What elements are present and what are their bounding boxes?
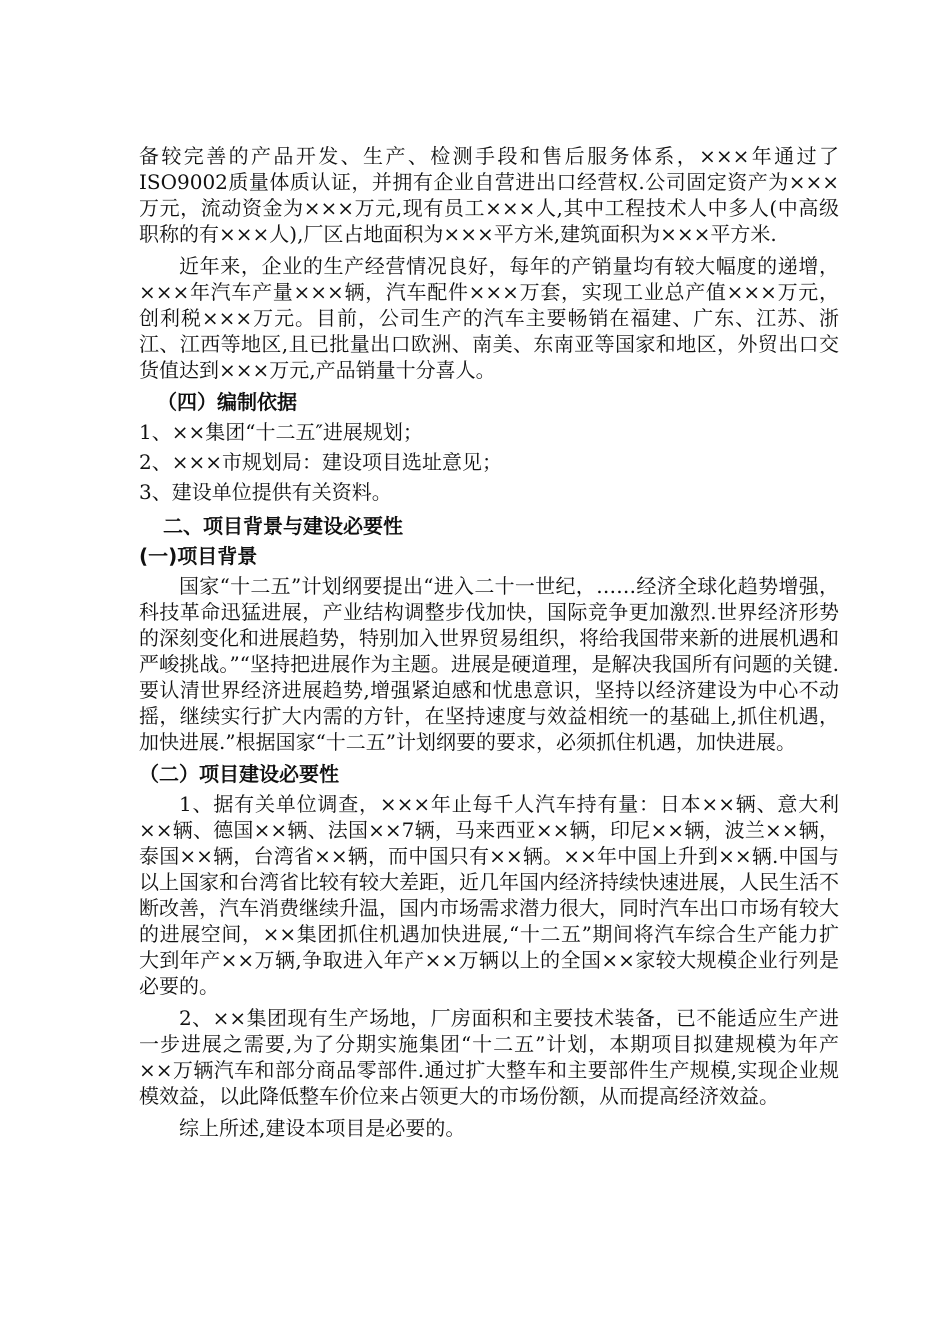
necessity-heading: （二）项目建设必要性 <box>139 762 339 786</box>
chapter-2-heading: 二、项目背景与建设必要性 <box>163 514 403 538</box>
necessity-paragraph-1: 1、据有关单位调查，×××年止每千人汽车持有量：日本××辆、意大利××辆、德国××辆、法国××7辆，马来西亚××辆，印尼××辆，波兰××辆，泰国××辆，台湾省××辆，而中国只有××辆。××年中国上升到××辆.中国与以上国家和台湾省比较有较大差距，近几年国内经济持续快速进展，人民生活不断改善，汽车消费继续升温，国内市场需求潜力很大，同时汽车出口市场有较大的进展空间，××集团抓住机遇加快进展,“十二五”期间将汽车综合生产能力扩大到年产××万辆,争取进入年产××万辆以上的全国××家较大规模企业行列是必要的。 <box>139 792 839 998</box>
necessity-paragraph-2: 2、××集团现有生产场地，厂房面积和主要技术装备，已不能适应生产进一步进展之需要,为了分期实施集团“十二五”计划，本期项目拟建规模为年产××万辆汽车和部分商品零部件.通过扩大整车和主要部件生产规模,实现企业规模效益，以此降低整车价位来占领更大的市场份额，从而提高经济效益。 <box>139 1006 839 1108</box>
operations-paragraph: 近年来，企业的生产经营情况良好，每年的产销量均有较大幅度的递增，×××年汽车产量×××辆，汽车配件×××万套，实现工业总产值×××万元，创利税×××万元。目前，公司生产的汽车主要畅销在福建、广东、江苏、浙江、江西等地区,且已批量出口欧洲、南美、东南亚等国家和地区，外贸出口交货值达到×××万元,产品销量十分喜人。 <box>139 254 839 382</box>
basis-item-2: 2、×××市规划局：建设项目选址意见； <box>139 450 502 474</box>
basis-list <box>139 419 839 505</box>
section-4-heading: （四）编制依据 <box>157 390 297 414</box>
basis-item-1: 1、××集团“十二五″进展规划； <box>139 420 423 444</box>
document-page <box>139 143 839 1147</box>
basis-item-3: 3、建设单位提供有关资料。 <box>139 480 392 504</box>
background-paragraph: 国家“十二五”计划纲要提出“进入二十一世纪，……经济全球化趋势增强，科技革命迅猛进展，产业结构调整步伐加快，国际竞争更加激烈.世界经济形势的深刻变化和进展趋势，特别加入世界贸易组织，将给我国带来新的进展机遇和严峻挑战。”“坚持把进展作为主题。进展是硬道理，是解决我国所有问题的关键.要认清世界经济进展趋势,增强紧迫感和忧患意识，坚持以经济建设为中心不动摇，继续实行扩大内需的方针，在坚持速度与效益相统一的基础上,抓住机遇，加快进展.”根据国家“十二五”计划纲要的要求，必须抓住机遇，加快进展。 <box>139 574 839 754</box>
company-overview-paragraph: 备较完善的产品开发、生产、检测手段和售后服务体系，×××年通过了ISO9002质量体质认证，并拥有企业自营进出口经营权.公司固定资产为×××万元，流动资金为×××万元,现有员工×××人,其中工程技术人中多人(中高级职称的有×××人),厂区占地面积为×××平方米,建筑面积为×××平方米. <box>139 144 839 246</box>
conclusion-paragraph: 综上所述,建设本项目是必要的。 <box>179 1116 466 1140</box>
background-heading: (一)项目背景 <box>139 544 258 568</box>
